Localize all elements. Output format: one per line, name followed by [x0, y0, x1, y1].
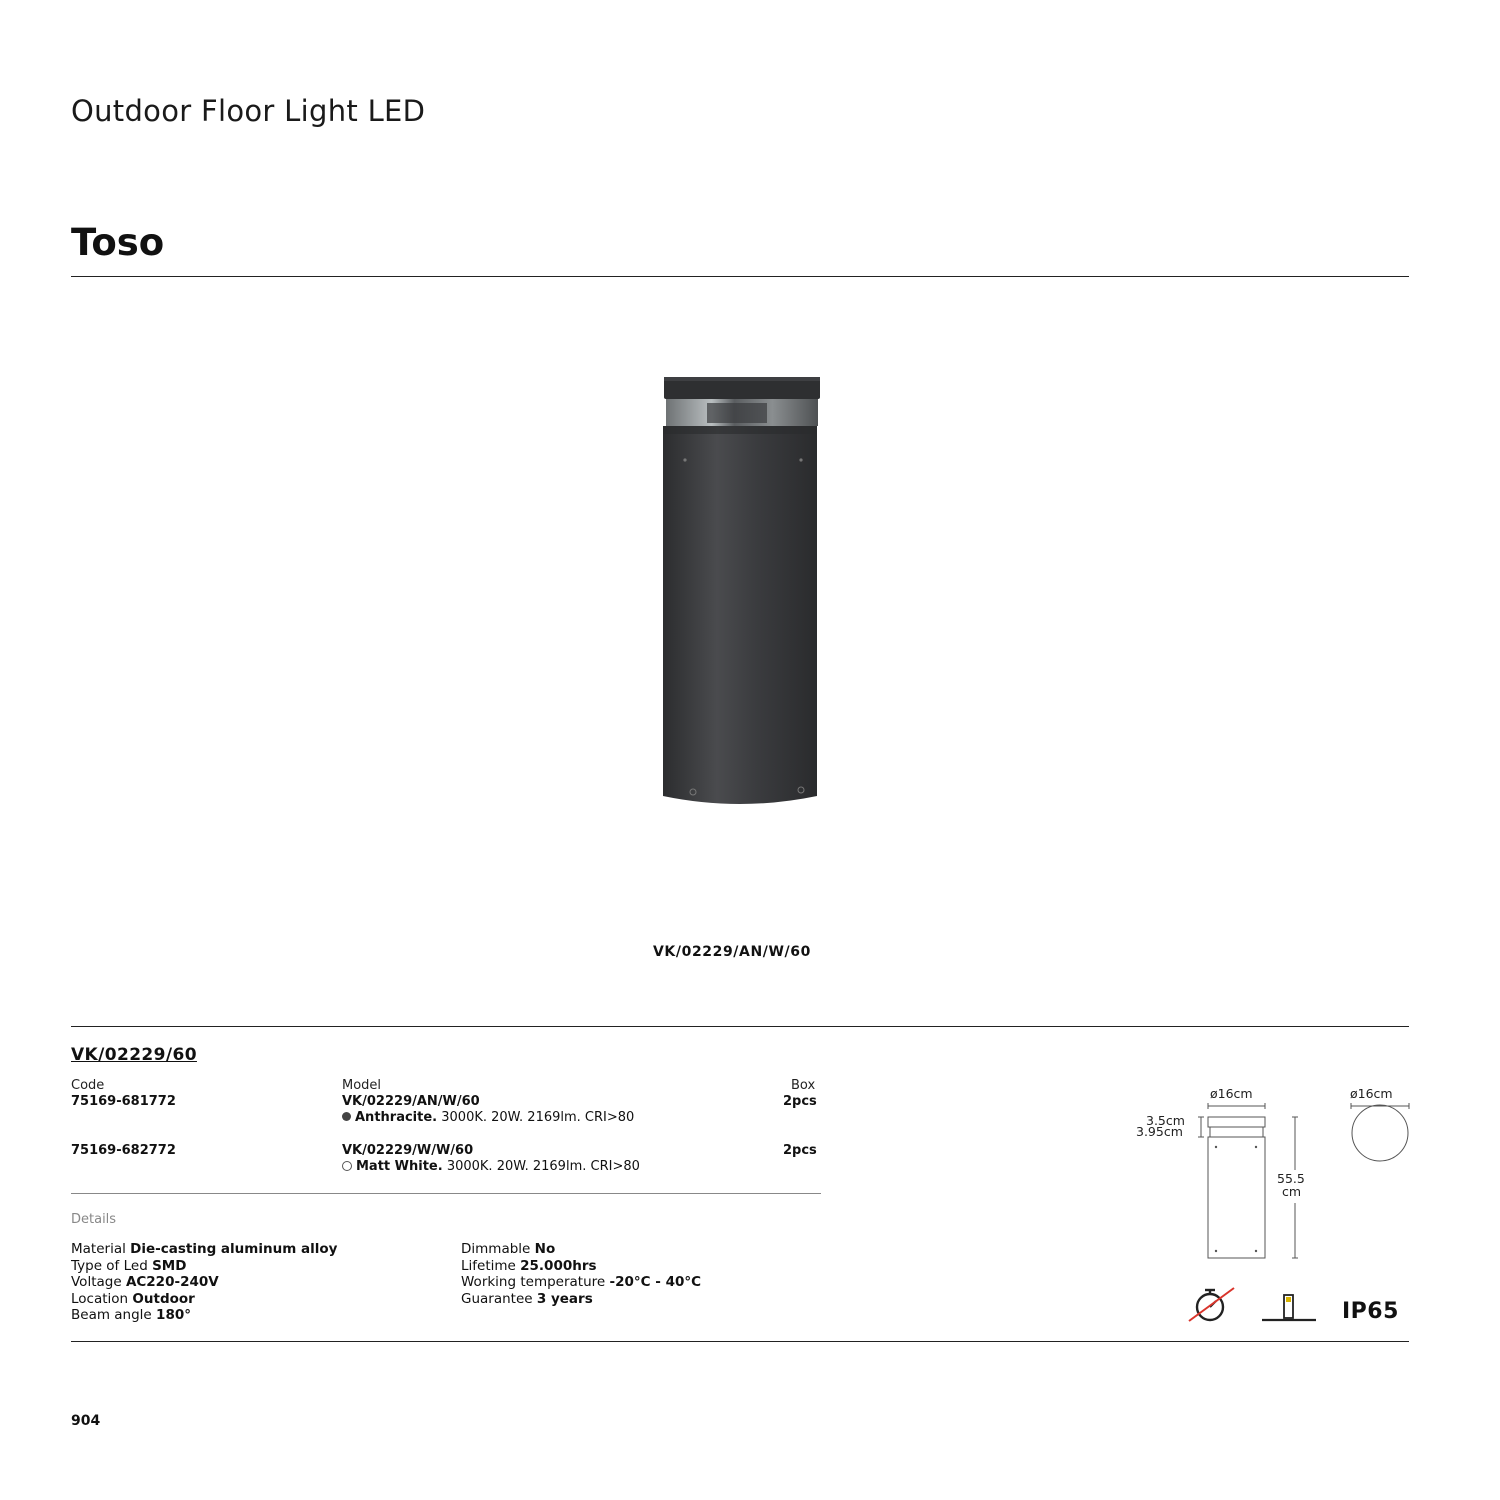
detail-lifetime: Lifetime 25.000hrs: [461, 1257, 597, 1274]
detail-voltage: Voltage AC220-240V: [71, 1274, 219, 1290]
detail-beam-angle: Beam angle 180°: [71, 1307, 191, 1323]
detail-guarantee: Guarantee 3 years: [461, 1290, 593, 1307]
table-divider: [71, 1193, 821, 1194]
row-code: 75169-681772: [71, 1094, 176, 1109]
column-header-model: Model: [342, 1078, 382, 1093]
row-spec: 3000K. 20W. 2169lm. CRI>80: [446, 1159, 640, 1174]
row-model: VK/02229/AN/W/60: [342, 1094, 480, 1109]
side-dimension-drawing: [1190, 1095, 1310, 1270]
row-spec: 3000K. 20W. 2169lm. CRI>80: [441, 1110, 635, 1125]
detail-led-type: Type of Led SMD: [71, 1257, 187, 1274]
top-view-drawing: [1345, 1095, 1415, 1165]
row-finish: Matt White.: [356, 1159, 443, 1174]
detail-working-temperature: Working temperature -20°C - 40°C: [461, 1274, 702, 1290]
row-finish: Anthracite.: [355, 1110, 438, 1125]
details-left-column: [71, 1241, 337, 1324]
detail-dimmable: Dimmable No: [461, 1241, 556, 1257]
product-name: Toso: [71, 221, 165, 264]
details-title: Details: [71, 1212, 117, 1227]
top-diameter-label: ø16cm: [1350, 1086, 1393, 1101]
footer-divider: [71, 1341, 1409, 1342]
total-height-unit: cm: [1282, 1184, 1302, 1199]
anthracite-swatch-icon: [342, 1112, 351, 1121]
side-diameter-label: ø16cm: [1210, 1086, 1253, 1101]
row-finish-line: [342, 1110, 634, 1125]
ip-rating-label: IP65: [1342, 1299, 1399, 1324]
band-height-label: 3.95cm: [1136, 1124, 1183, 1139]
column-header-code: Code: [71, 1078, 105, 1093]
row-finish-line: [342, 1159, 640, 1174]
row-box: 2pcs: [783, 1143, 817, 1158]
row-box: 2pcs: [783, 1094, 817, 1109]
row-model: VK/02229/W/W/60: [342, 1143, 474, 1158]
image-caption: VK/02229/AN/W/60: [653, 944, 811, 960]
row-code: 75169-682772: [71, 1143, 176, 1158]
category-title: Outdoor Floor Light LED: [71, 94, 426, 128]
detail-location: Location Outdoor: [71, 1290, 195, 1307]
white-swatch-icon: [342, 1161, 352, 1171]
section-divider: [71, 1026, 1409, 1027]
details-right-column: [461, 1241, 701, 1307]
total-height-value: 55.5: [1277, 1171, 1305, 1186]
column-header-box: Box: [791, 1078, 816, 1093]
not-dimmable-icon: [1186, 1285, 1238, 1325]
header-divider: [71, 276, 1409, 277]
family-code: VK/02229/60: [71, 1045, 197, 1065]
detail-material: Material Die-casting aluminum alloy: [71, 1241, 338, 1257]
page-number: 904: [71, 1413, 101, 1429]
cap-height-label: 3.5cm: [1146, 1113, 1185, 1128]
floor-mount-icon: [1260, 1290, 1318, 1326]
product-image: [655, 372, 825, 812]
